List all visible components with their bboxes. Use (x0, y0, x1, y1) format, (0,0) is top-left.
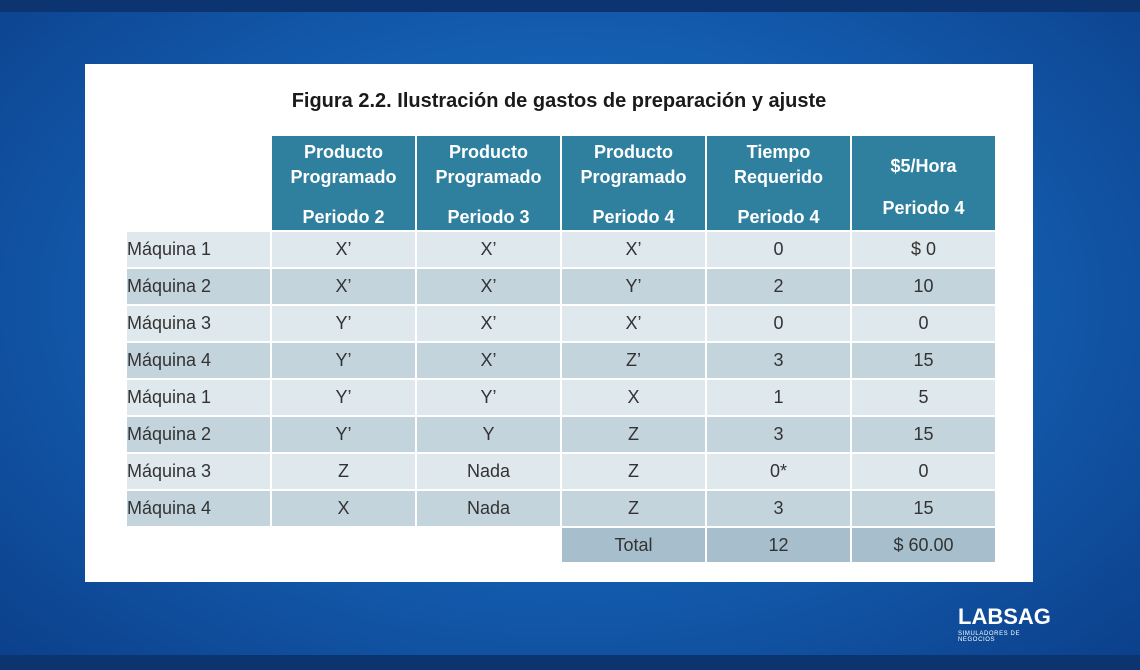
table-cell: X’ (417, 269, 560, 304)
slide-content (85, 64, 1033, 582)
table-cell: 10 (852, 269, 995, 304)
table-cell: Nada (417, 454, 560, 489)
header-line3: Periodo 2 (302, 207, 385, 227)
header-costo-hora (852, 136, 995, 230)
table-cell: Nada (417, 491, 560, 526)
table-cell: Z’ (562, 343, 705, 378)
header-line2: Programado (435, 167, 542, 187)
header-line1: Tiempo (746, 142, 811, 162)
header-line3: Periodo 3 (447, 207, 530, 227)
table-cell: Z (562, 454, 705, 489)
total-label: Total (562, 528, 705, 562)
header-line1: Producto (449, 142, 528, 162)
total-time: 12 (707, 528, 850, 562)
table-cell: 3 (707, 491, 850, 526)
table-cell: 3 (707, 417, 850, 452)
row-label: Máquina 2 (127, 417, 270, 452)
table-cell: Y’ (562, 269, 705, 304)
table-cell: Y (417, 417, 560, 452)
total-blank (127, 528, 270, 562)
labsag-logo (958, 606, 1058, 643)
row-label: Máquina 1 (127, 380, 270, 415)
figure-title: Figura 2.2. Ilustración de gastos de preparación y ajuste (291, 90, 827, 112)
header-producto-periodo-3 (417, 136, 560, 230)
table-cell: Y’ (272, 343, 415, 378)
logo-name: LABSAG (958, 604, 1051, 629)
table-row (127, 343, 995, 378)
table-row (127, 491, 995, 526)
table-row (127, 269, 995, 304)
header-line1: $5/Hora (890, 156, 957, 176)
total-blank (272, 528, 415, 562)
table-cell: 15 (852, 417, 995, 452)
table-cell: 2 (707, 269, 850, 304)
table-cell: X’ (562, 306, 705, 341)
header-line2: Programado (580, 167, 687, 187)
table-cell: X (562, 380, 705, 415)
logo-tagline: SIMULADORES DE NEGOCIOS (958, 631, 1021, 643)
table-cell: 15 (852, 343, 995, 378)
header-line1: Producto (304, 142, 383, 162)
header-line2: Programado (290, 167, 397, 187)
total-cost: $ 60.00 (852, 528, 995, 562)
header-producto-periodo-4 (562, 136, 705, 230)
table-cell: Y’ (272, 417, 415, 452)
table-cell: 0 (852, 454, 995, 489)
row-label: Máquina 4 (127, 343, 270, 378)
table-cell: 0* (707, 454, 850, 489)
total-blank (417, 528, 560, 562)
bottom-bar (0, 655, 1140, 670)
table-row (127, 306, 995, 341)
header-producto-periodo-2 (272, 136, 415, 230)
row-label: Máquina 4 (127, 491, 270, 526)
row-label: Máquina 2 (127, 269, 270, 304)
table-cell: $ 0 (852, 232, 995, 267)
table-row (127, 417, 995, 452)
header-line3: Periodo 4 (592, 207, 675, 227)
table-cell: Y’ (417, 380, 560, 415)
table-cell: 0 (707, 232, 850, 267)
header-row (127, 136, 995, 230)
row-label: Máquina 1 (127, 232, 270, 267)
table-cell: 1 (707, 380, 850, 415)
header-line3: Periodo 4 (737, 207, 820, 227)
table-cell: Z (562, 491, 705, 526)
table-cell: X’ (562, 232, 705, 267)
table-cell: X (272, 491, 415, 526)
table-cell: Y’ (272, 380, 415, 415)
table-cell: X’ (417, 232, 560, 267)
row-label: Máquina 3 (127, 454, 270, 489)
table-cell: X’ (417, 343, 560, 378)
table-cell: X’ (417, 306, 560, 341)
table-cell: Z (562, 417, 705, 452)
table-cell: 15 (852, 491, 995, 526)
table-cell: 5 (852, 380, 995, 415)
row-label: Máquina 3 (127, 306, 270, 341)
table-row (127, 454, 995, 489)
header-line1: Producto (594, 142, 673, 162)
header-line2: Requerido (733, 167, 823, 187)
table-cell: Y’ (272, 306, 415, 341)
table-cell: 0 (852, 306, 995, 341)
table-cell: 3 (707, 343, 850, 378)
table-cell: X’ (272, 269, 415, 304)
top-bar (0, 0, 1140, 12)
table-row (127, 380, 995, 415)
table-row (127, 232, 995, 267)
setup-costs-table (125, 134, 997, 564)
table-cell: X’ (272, 232, 415, 267)
header-blank (127, 136, 270, 230)
header-line3: Periodo 4 (882, 198, 965, 218)
table-cell: Z (272, 454, 415, 489)
table-cell: 0 (707, 306, 850, 341)
header-tiempo-requerido (707, 136, 850, 230)
total-row (127, 528, 995, 562)
